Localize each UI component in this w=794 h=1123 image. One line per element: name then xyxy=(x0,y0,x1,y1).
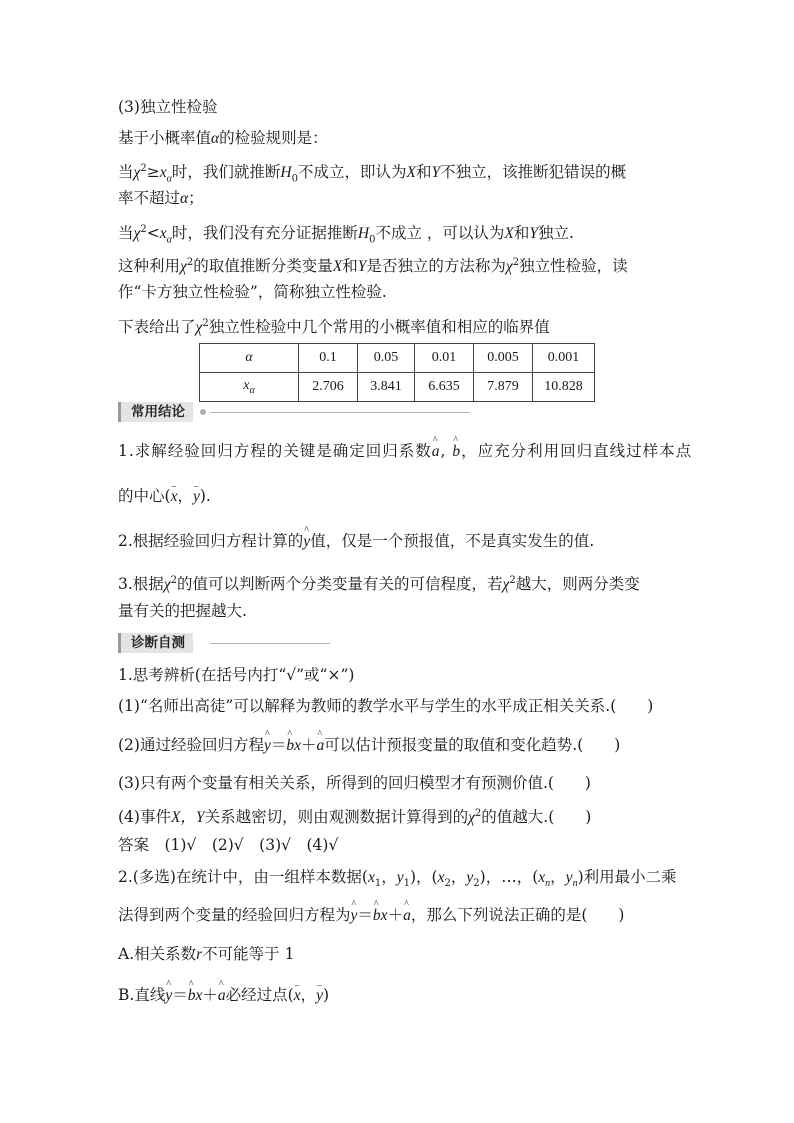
section-dot-icon xyxy=(200,409,206,415)
question-2: 2.(多选)在统计中，由一组样本数据($x_1$，$y_1$)，($x_2$，$y_2$)，…，($x_n$，$y_n$)利用最小二乘 xyxy=(118,868,677,890)
section-title: 常用结论 xyxy=(118,402,193,422)
rule-line-5: 作“卡方独立性检验”，简称独立性检验. xyxy=(118,283,387,301)
conclusion-3-cont: 量有关的把握越大. xyxy=(118,602,247,620)
section-self-test xyxy=(118,633,683,653)
question-2-cont: 法得到两个变量的经验回归方程为^ y＝^ bx＋^ a，那么下列说法正确的是( ) xyxy=(118,904,688,927)
table-cell: 2.706 xyxy=(299,373,358,402)
table-row-critical xyxy=(200,373,595,402)
question-1-item-2: (2)通过经验回归方程^ y＝^ bx＋^ a可以估计预报变量的取值和变化趋势.( ) xyxy=(118,734,688,757)
conclusion-2: 2.根据经验回归方程计算的^ y值，仅是一个预报值，不是真实发生的值. xyxy=(118,530,688,553)
question-1-item-3: (3)只有两个变量有相关关系，所得到的回归模型才有预测价值.( ) xyxy=(118,774,591,792)
table-cell: 3.841 xyxy=(358,373,415,402)
conclusion-3: 3.根据$\chi^2$的值可以判断两个分类变量有关的可信程度，若$\chi^2$越大，则两分类变 xyxy=(118,575,640,594)
table-cell: 0.005 xyxy=(474,344,533,373)
table-cell: 0.001 xyxy=(533,344,595,373)
critical-value-table xyxy=(199,343,595,402)
table-cell: $x_\alpha$ xyxy=(200,373,299,402)
rule-line-3: 当$\chi^2<x_\alpha$时，我们没有充分证据推断$H_0$不成立 ，可以认为X和Y独立. xyxy=(118,224,574,246)
rule-line-2: 率不超过α； xyxy=(118,189,204,207)
table-cell: 0.01 xyxy=(415,344,474,373)
rule-line-4: 这种利用$\chi^2$的取值推断分类变量X和Y是否独立的方法称为$\chi^2$独立性检验，读 xyxy=(118,257,628,276)
table-cell: 0.05 xyxy=(358,344,415,373)
answer-line: 答案 (1)√ (2)√ (3)√ (4)√ xyxy=(118,836,339,854)
conclusion-1-cont: 的中心(– x，– y). xyxy=(118,485,688,508)
table-cell: 0.1 xyxy=(299,344,358,373)
table-row-alpha xyxy=(200,344,595,373)
section-common-conclusions xyxy=(118,402,683,422)
question-1: 1.思考辨析(在括号内打“√”或“×”) xyxy=(118,666,355,684)
question-1-item-1: (1)“名师出高徒”可以解释为教师的教学水平与学生的水平成正相关关系.( ) xyxy=(118,697,654,715)
table-cell: 7.879 xyxy=(474,373,533,402)
section-title: 诊断自测 xyxy=(118,633,193,653)
option-b: B.直线^ y＝^ bx＋^ a必经过点(– x，– y) xyxy=(118,984,688,1007)
conclusion-1: 1.求解经验回归方程的关键是确定回归系数^ a, ^ b，应充分利用回归直线过样本点 xyxy=(118,440,688,463)
section-rule xyxy=(210,412,470,413)
table-cell: 6.635 xyxy=(415,373,474,402)
section-rule xyxy=(210,643,330,644)
question-1-item-4: (4)事件X，Y关系越密切，则由观测数据计算得到的$\chi^2$的值越大.( ) xyxy=(118,808,592,827)
rule-line-1: 当$\chi^2\ge x_\alpha$时，我们就推断$H_0$不成立，即认为X和Y不独立，该推断犯错误的概 xyxy=(118,163,627,185)
table-cell: α xyxy=(200,344,299,373)
option-a: A.相关系数r不可能等于 1 xyxy=(118,945,295,963)
table-cell: 10.828 xyxy=(533,373,595,402)
table-intro: 下表给出了$\chi^2$独立性检验中几个常用的小概率值和相应的临界值 xyxy=(118,318,550,337)
rule-intro: 基于小概率值α的检验规则是： xyxy=(118,129,328,147)
heading-independence-test: (3)独立性检验 xyxy=(118,98,218,116)
